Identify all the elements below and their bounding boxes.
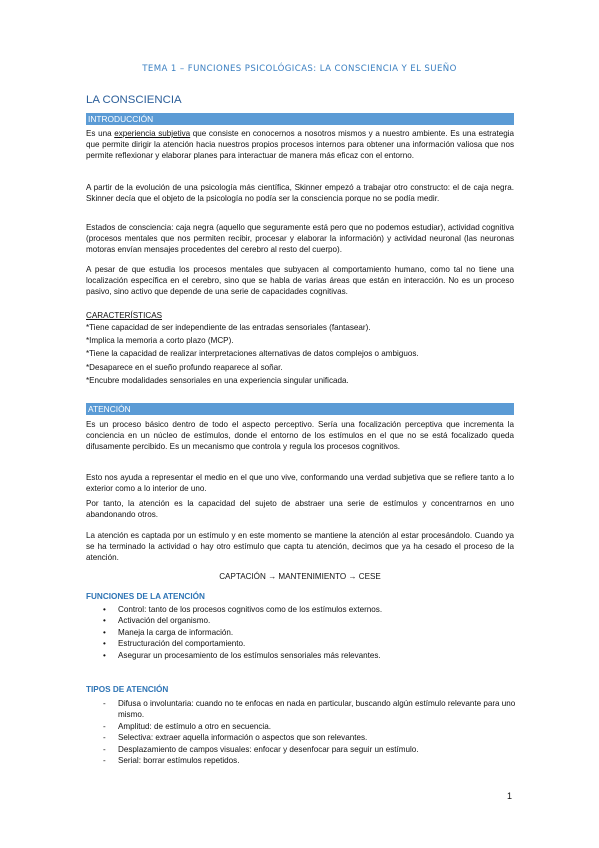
characteristic-item: *Tiene la capacidad de realizar interpretaciones alternativas de datos complejos o ambiguos. — [86, 349, 419, 358]
characteristic-item: *Desaparece en el sueño profundo reaparece al soñar. — [86, 363, 283, 372]
list-item: - Desplazamiento de campos visuales: enfocar y desenfocar para seguir un estímulo. — [103, 744, 523, 755]
intro-paragraph-4: A pesar de que estudia los procesos mentales que subyacen al comportamiento humano, como tal no tiene una localización específica en el cerebro, sino que se habla de varias áreas que están en interacción. No es un proceso pasivo, sino activo que depende de una serie de capacidades cognitivas. — [86, 265, 514, 297]
types-list — [103, 698, 523, 766]
attention-flow: CAPTACIÓN → MANTENIMIENTO → CESE — [219, 572, 381, 581]
underlined-term: experiencia subjetiva — [114, 129, 191, 138]
document-title: TEMA 1 – FUNCIONES PSICOLÓGICAS: LA CONSCIENCIA Y EL SUEÑO — [142, 64, 457, 74]
list-item: - Serial: borrar estímulos repetidos. — [103, 755, 523, 766]
list-item: • Estructuración del comportamiento. — [103, 638, 523, 649]
section-bar-introduccion — [86, 113, 514, 125]
characteristic-item: *Encubre modalidades sensoriales en una experiencia singular unificada. — [86, 376, 349, 385]
functions-list — [103, 604, 523, 661]
list-item: • Asegurar un procesamiento de los estímulos sensoriales más relevantes. — [103, 650, 523, 661]
list-item: • Maneja la carga de información. — [103, 627, 523, 638]
attention-paragraph-1: Es un proceso básico dentro de todo el aspecto perceptivo. Sería una focalización perceptiva que incrementa la conciencia en un núcleo de estímulos, donde el entorno de los estímulos en el que no se está focalizado queda difusamente percibido. Es un mecanismo que controla y regula los procesos cognitivos. — [86, 420, 514, 452]
intro-text: Es una — [86, 129, 115, 138]
list-item: • Activación del organismo. — [103, 615, 523, 626]
types-heading: TIPOS DE ATENCIÓN — [86, 685, 169, 694]
characteristics-heading: CARACTERÍSTICAS — [86, 311, 163, 320]
intro-paragraph-1 — [86, 128, 514, 162]
characteristic-item: *Implica la memoria a corto plazo (MCP). — [86, 336, 234, 345]
list-item: • Control: tanto de los procesos cognitivos como de los estímulos externos. — [103, 604, 523, 615]
attention-paragraph-4: La atención es captada por un estímulo y en este momento se mantiene la atención al estar procesándolo. Cuando ya se ha terminado la actividad o hay otro estímulo que capta tu atención, decimos que ya ha cesado el proceso de la atención. — [86, 531, 514, 563]
intro-paragraph-2: A partir de la evolución de una psicología más científica, Skinner empezó a trabajar otro constructo: el de caja negra. Skinner decía que el objeto de la psicología no podía ser la consciencia porque no se podía medir. — [86, 183, 514, 204]
attention-paragraph-2: Esto nos ayuda a representar el medio en el que uno vive, conformando una verdad subjetiva que se refiere tanto a lo exterior como a lo interior de uno. — [86, 473, 514, 494]
page-number: 1 — [507, 791, 513, 801]
section-bar-label: ATENCIÓN — [88, 404, 131, 414]
list-item: - Selectiva: extraer aquella información o aspectos que son relevantes. — [103, 732, 523, 743]
section-heading-consciencia: LA CONSCIENCIA — [86, 94, 182, 106]
functions-heading: FUNCIONES DE LA ATENCIÓN — [86, 592, 205, 601]
attention-paragraph-3: Por tanto, la atención es la capacidad del sujeto de abstraer una serie de estímulos y concentrarnos en uno abandonando otros. — [86, 499, 514, 520]
intro-paragraph-3: Estados de consciencia: caja negra (aquello que seguramente está pero que no podemos estudiar), actividad cognitiva (procesos mentales que nos permiten recibir, procesar y elaborar la información) y actividad neuronal (las neuronas motoras envían mensajes procedentes del cerebro al resto del cuerpo). — [86, 223, 514, 255]
list-item: - Difusa o involuntaria: cuando no te enfocas en nada en particular, buscando algún estímulo relevante para uno mismo. — [103, 698, 523, 721]
section-bar-atencion — [86, 403, 514, 415]
list-item: - Amplitud: de estímulo a otro en secuencia. — [103, 721, 523, 732]
section-bar-label: INTRODUCCIÓN — [88, 114, 154, 124]
intro-text: que consiste en conocernos a nosotros mismos y a nuestro ambiente. Es una estrategia que permite dirigir la atención hacia nuestros propios procesos internos para obtener una información valiosa que nos permite reflexionar y elaborar planes para interactuar de manera más eficaz con el entorno. — [86, 129, 514, 161]
characteristic-item: *Tiene capacidad de ser independiente de las entradas sensoriales (fantasear). — [86, 323, 371, 332]
